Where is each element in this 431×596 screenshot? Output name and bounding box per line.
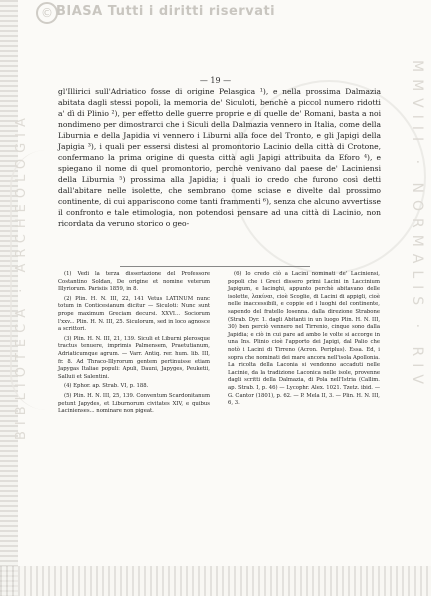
watermark-top: BIASA Tutti i diritti riservati: [56, 4, 276, 19]
footnotes-right-column: [228, 271, 380, 410]
footnote-3: (3) Plin. H. N. III, 21, 139. Siculi et Liburni plerosque tractus tenuere, imprimis Palmensem, Praetutianum, Adriaticumque agrum. — Varr. Antiq. rer. hum. lib. III, fr. 8. Ad Thraco-Illyrorum gentem pertinuisse etiam Japygas Italiae populi: Apuli, Dauni, Japyges, Peuketii, Salluii et Salentini.: [58, 335, 210, 380]
body-text: [58, 86, 381, 229]
footnote-1: (1) Vedi la terza dissertazione del Professore Costantino Soldan, De origine et nomine veterum Illyriorum. Parisiis 1859, in 8.: [58, 271, 210, 293]
footnote-4: (4) Ephor. ap. Strab. VI, p. 188.: [64, 383, 149, 390]
footnotes-left-column: [58, 271, 210, 418]
footnote-5: (5) Plin. H. N. III, 25, 139. Conventum Scardonitanum petunt Japydes, et Liburnorum civitates XIV, e quibus Lacinienses... nominare non pigeat.: [58, 392, 210, 415]
page-bottom-edge: [0, 566, 431, 596]
footnote-2: (2) Plin. H. N. III, 22, 141 Vetus LATINUM nunc totum in Conticesianum dicitur — Siculoti: Nunc sunt prope maximum Greciam decursi. XXVI... Sociorum l'xxv... Plin. H. N. III, 25. Siculorum, sed in loco agnosce a scrittori.: [58, 295, 210, 333]
footnote-separator: [120, 266, 310, 267]
watermark-side-left: BIBLIOTECA · ARCHEOLOGIA: [14, 112, 29, 440]
watermark-copyright-icon: ©: [36, 2, 58, 24]
body-paragraph: gl'Illirici sull'Adriatico fosse di origine Pelasgica ¹), e nella prossima Dalmazia abitata dagli stessi popoli, la memoria de' Siculoti, benchè a piccol numero ridotti a' dì di Plinio ²), per effetto delle guerre proprie e di quelle de' Romani, basta a noi nondimeno per dimostrarci che i Siculi della Dalmazia vennero in Italia, come della Liburnia e della Japidia vi vennero i Liburni alla foce del Tronto, e gli Japigi della Japigia ³), i quali per essersi distesi al promontorio Lacinio della città di Crotone, confermano la prima origine di questa città agli Japigi attribuita da Eforo ⁴), e spiegano il nome di quel promontorio, perchè venivano dal paese de' Laciniensi della Liburnia ⁵) prossima alla Japidia; i quali io credo che furono così detti dall'abitare nelle isolette, che sembrano come sciase e divelte dal prossimo continente, di cui appariscono come tanti frammenti ⁶), senza che alcuno avvertisse il confronto e tale etimologia, non potendosi pensare ad una città di Lacinio, non ricordata da veruno storico o geo-: [58, 87, 381, 228]
page-number: — 19 —: [199, 76, 232, 85]
footnote-6: (6) Io credo ciò a Lacini nominati de' Laciniensi, popoli che i Greci dissero primi Lacini in Laccinium Japigum, e Iacinghi, appunto perchè abitavano delle isolette, λακίναι, cioè Scoglie, di Lacini di appigli, cioè nelle inaccessibili, e coppie ed i luoghi del continente, sapendo del fratello Iosenna. dalla direzione Strabone (Strab. Dyr. 1. dagli Abitanti in un luogo Plin. H. N. III, 30) ben perciò vennero nel Tirrenio, cinque sono dalla Japidia; e ciò in cui pare ad ambo le volte si accorge in una Ins. Plinio cioè l'apporto dei Japigi, dal Palio che notò i Lacini di Tirreno (Acron. Periplus). Essa. Ed, i sopra che nominati dei mare ancora nell'isola Apollonia. La ricolta della Laconia si vendonno accaduti nelle Lacinie, da la tradizione Laconica nelle isole, provenne dagli scritti della Dalmazia, di Pola nell'Istria (Callim. ap. Strab. I, p. 46) — Lycophr. Alex. 1021. Tzetz. ibid. — G. Cantor (1801), p. 62. — P. Mela II, 3. — Plin. H. N. III, 6, 3.: [228, 271, 380, 407]
watermark-side-right: MMVIII · NORMALIS · RIV: [409, 60, 425, 391]
